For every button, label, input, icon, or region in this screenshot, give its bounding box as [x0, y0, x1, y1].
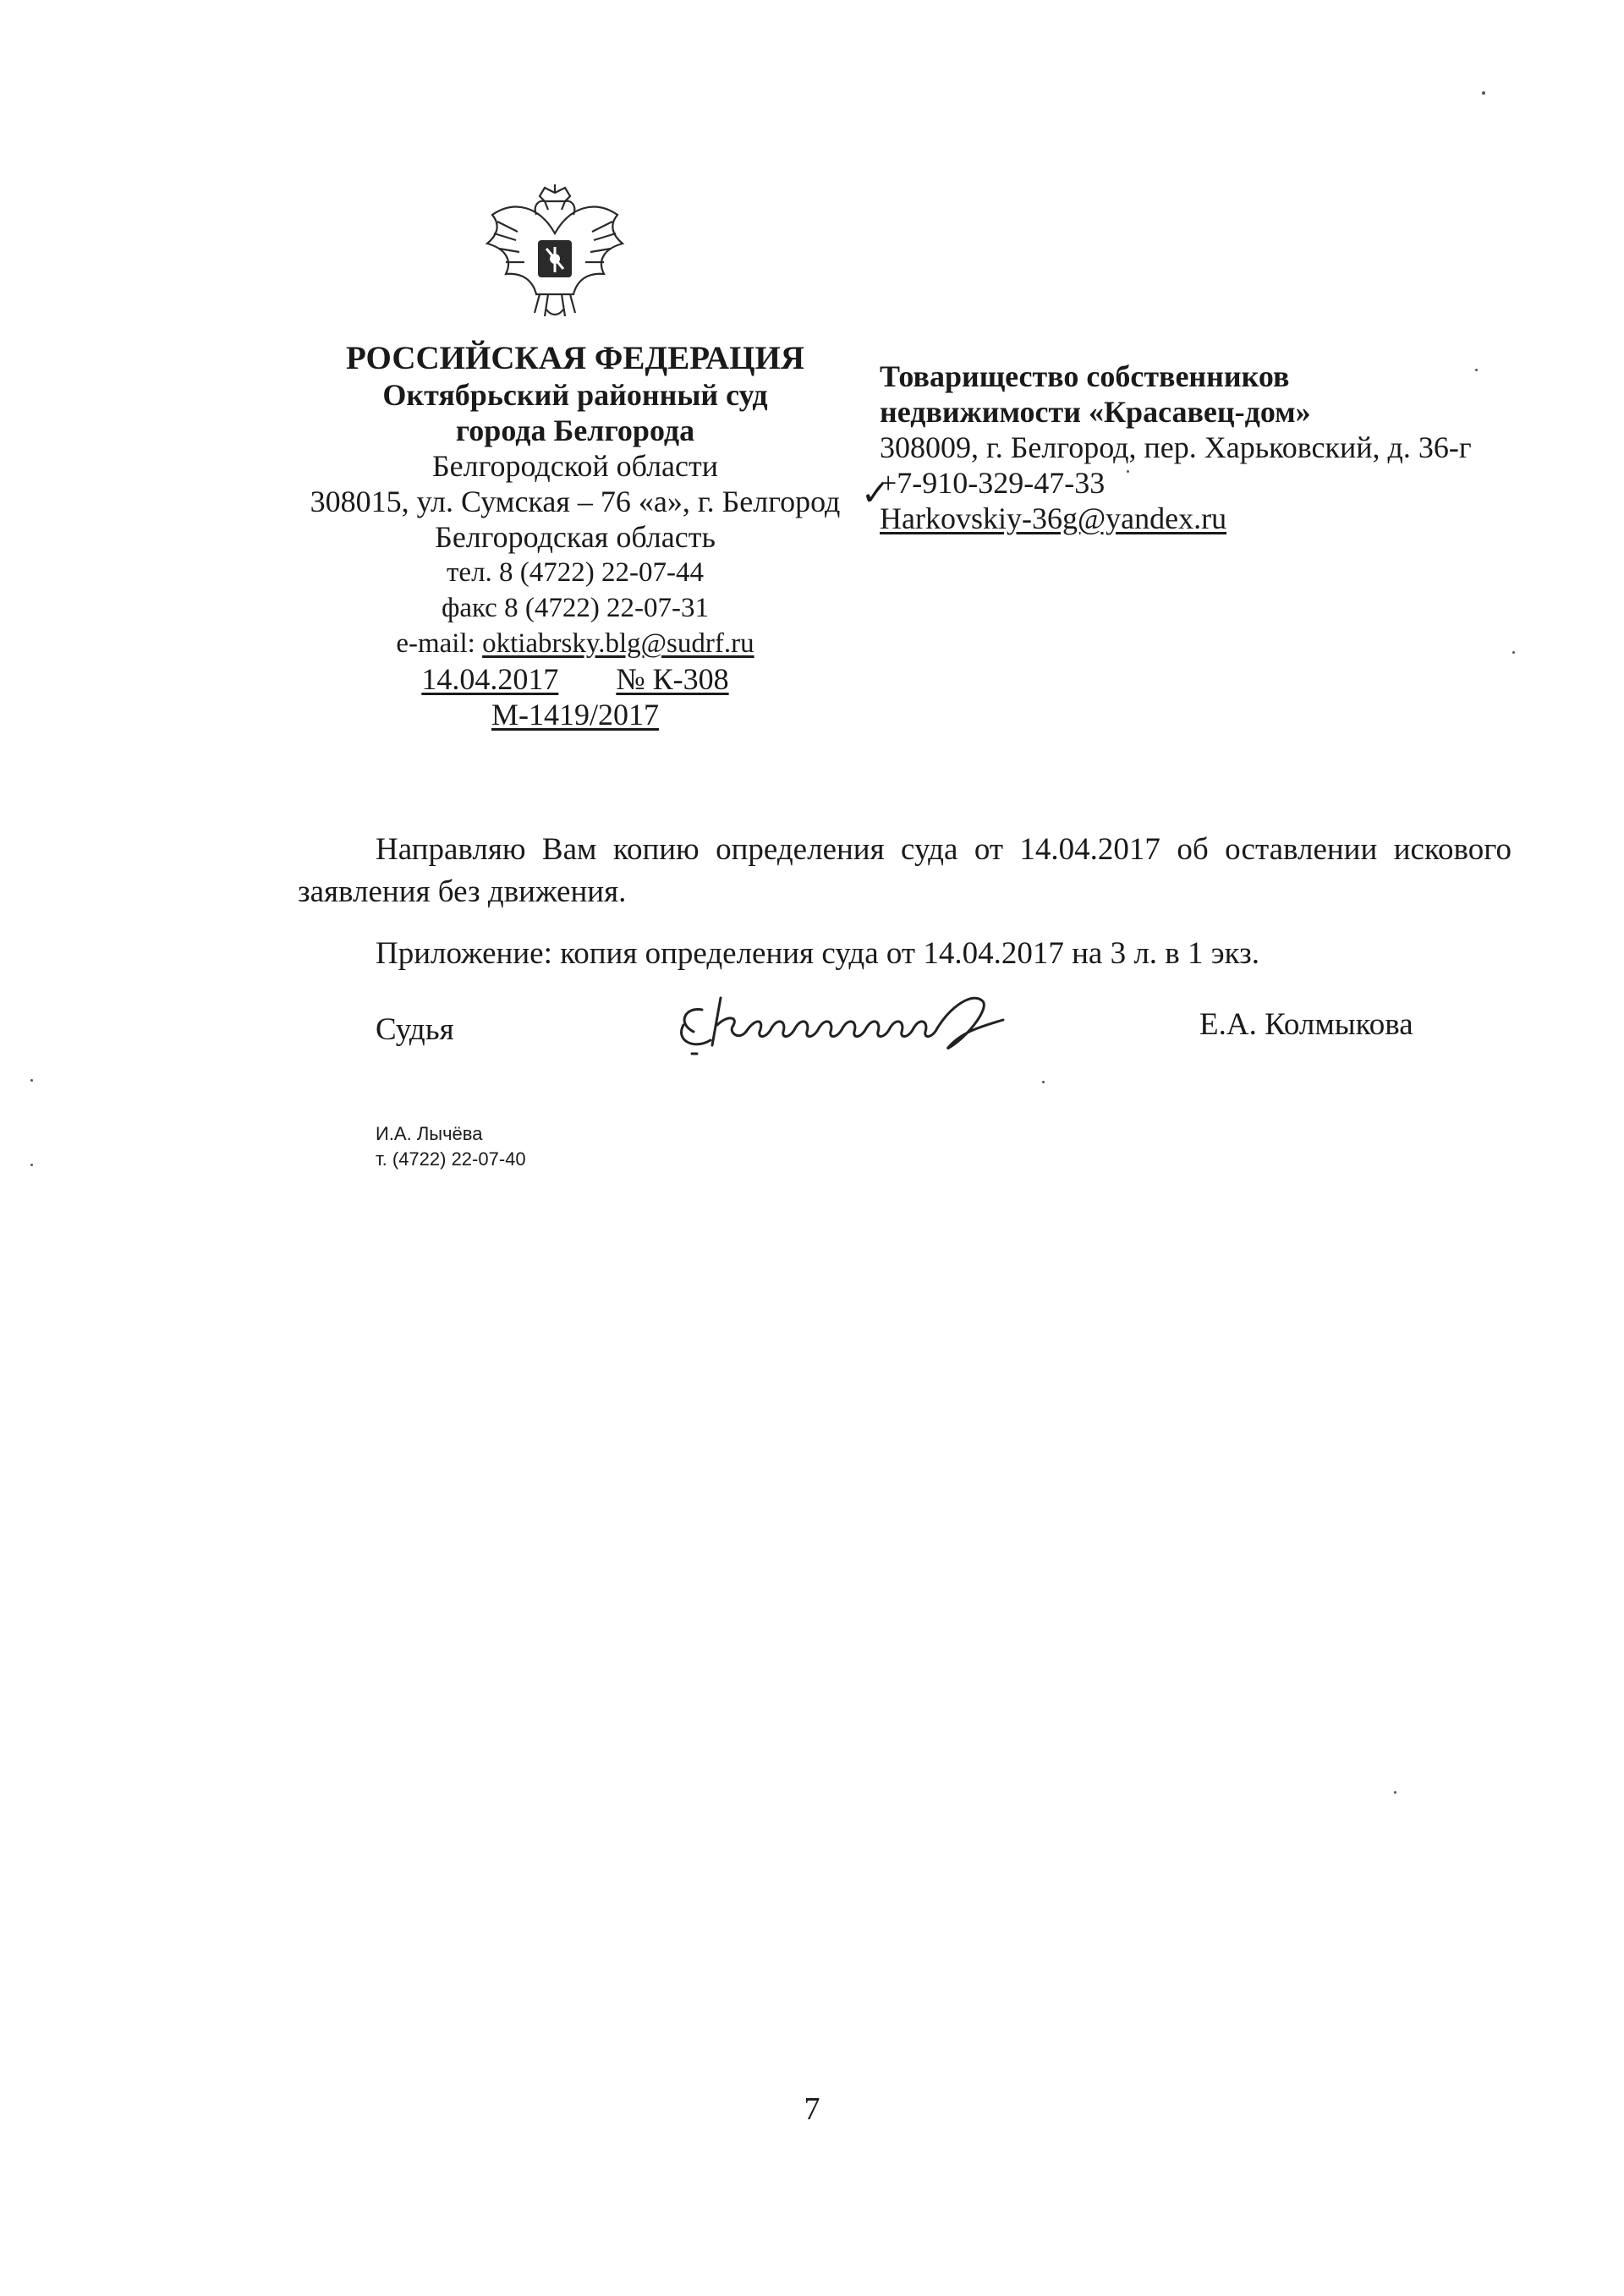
court-address-line2: Белгородская область: [435, 520, 716, 554]
recipient-address: 308009, г. Белгород, пер. Харьковский, д. 36-г: [880, 430, 1472, 464]
court-region: Белгородской области: [431, 449, 718, 483]
outgoing-number: № К-308: [616, 662, 729, 696]
attachment-line: Приложение: копия определения суда от 14.04.2017 на 3 л. в 1 экз.: [376, 936, 1259, 971]
case-number: М-1419/2017: [491, 698, 659, 732]
checkmark-icon: ✓: [861, 474, 890, 512]
handwritten-signature: [668, 973, 1040, 1066]
recipient-name-line2: недвижимости «Красавец-дом»: [880, 395, 1311, 429]
body-paragraph: Направляю Вам копию определения суда от 14.04.2017 об оставлении искового заявления без движения.: [298, 832, 1512, 909]
recipient-phone: +7-910-329-47-33: [880, 466, 1106, 500]
scan-speck: [30, 1079, 33, 1082]
outgoing-ref: [279, 661, 871, 697]
executor-name: И.А. Лычёва: [376, 1123, 483, 1144]
recipient-email-link[interactable]: Harkovskiy-36g@yandex.ru: [880, 501, 1227, 535]
sender-block: [279, 340, 871, 732]
scan-speck: [1042, 1081, 1045, 1083]
scan-speck: [1512, 651, 1515, 654]
scan-speck: [1127, 470, 1129, 473]
signer-name: Е.А. Колмыкова: [1199, 1007, 1413, 1042]
court-name-line2: города Белгорода: [455, 414, 695, 447]
coat-of-arms-icon: [480, 181, 629, 323]
executor-info: [376, 1121, 526, 1172]
scan-speck: [1482, 91, 1485, 95]
outgoing-date: 14.04.2017: [421, 662, 559, 696]
signer-role: Судья: [376, 1012, 454, 1047]
recipient-name-line1: Товарищество собственников: [880, 359, 1290, 393]
scan-speck: [1475, 369, 1478, 371]
letter-body: [298, 829, 1512, 913]
country-heading: РОССИЙСКАЯ ФЕДЕРАЦИЯ: [345, 340, 805, 376]
court-fax: факс 8 (4722) 22-07-31: [441, 593, 710, 623]
court-email-link[interactable]: oktiabrsky.blg@sudrf.ru: [482, 628, 754, 659]
executor-phone: т. (4722) 22-07-40: [376, 1148, 526, 1170]
court-name-line1: Октябрьский районный суд: [382, 378, 768, 412]
page-number: 7: [804, 2091, 820, 2127]
recipient-block: [880, 359, 1573, 536]
court-phone: тел. 8 (4722) 22-07-44: [447, 557, 704, 588]
scan-speck: [30, 1164, 33, 1166]
scan-speck: [1394, 1791, 1396, 1794]
court-address-line1: 308015, ул. Сумская – 76 «а», г. Белгород: [310, 485, 841, 518]
court-email-line: [279, 626, 871, 661]
email-label: e-mail:: [396, 628, 483, 659]
